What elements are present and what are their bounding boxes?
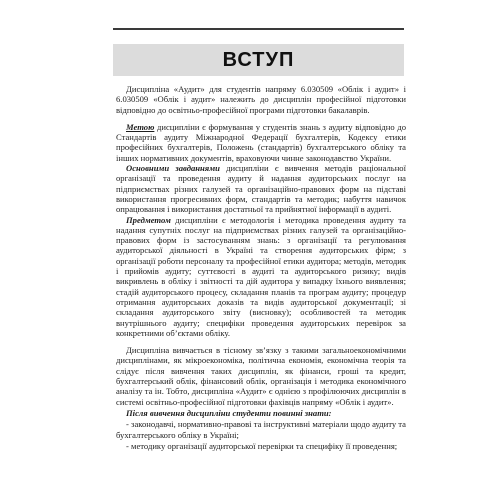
paragraph-relations	[116, 345, 406, 407]
paragraph-subject	[116, 215, 406, 339]
paragraph-lead: Предметом	[126, 214, 171, 225]
paragraph-goal	[116, 122, 406, 163]
top-rule	[113, 28, 404, 30]
list-lead-text: Після вивчення дисципліни студенти повинні знати:	[126, 407, 332, 418]
paragraph-text: дисципліни є формування у студентів знань з аудиту відповідно до Стандартів аудиту Міжнародної Федерації бухгалтерів, Кодексу етики професійних бухгалтерів, Положень (стандартів) бухгалтерського обліку та інших нормативних документів, враховуючи чинне законодавство України.	[116, 121, 406, 163]
paragraph-text: дисципліни є вивчення методів раціональної організації та проведення аудиту й надання аудиторських послуг на підприємствах різних галузей та організаційно-правових форм на підставі використання прогресивних форм, стандартів та методик; набуття навичок опрацювання і використання достатньої та прийнятної інформації в аудиті.	[116, 163, 406, 215]
paragraph-text: дисципліни є методологія і методика проведення аудиту та надання супутніх послуг на підприємствах різних галузей та організаційно-правових форм із застосуванням знань: з організації та регулювання аудиторської діяльності в Україні та створення аудиторських фірм; з організації роботи персоналу та професійної етики аудитора; методів, методик і прийомів аудиту; суттєвості в аудиті та аудиторського ризику; видів викривлень в обліку і звітності та дій аудитора у випадку їхнього виявлення; стадій аудиторського процесу, складання планів та програм аудиту; процедур отримання аудиторських доказів та видів аудиторської документації; зі складання аудиторського звіту (висновку); особливостей та методик внутрішнього аудиту; специфіки проведення аудиторських перевірок за конкретними об’єктами обліку.	[116, 214, 406, 338]
paragraph-lead: Метою	[126, 121, 155, 132]
document-body	[116, 84, 406, 451]
list-lead	[116, 408, 406, 418]
paragraph-text: Дисципліна «Аудит» для студентів напряму 6.030509 «Облік і аудит» і 6.030509 «Облік і аудит» належить до дисциплін професійної підготовки відповідно до освітньо-професійної програми підготовки бакалаврів.	[116, 84, 406, 115]
section-heading: ВСТУП	[113, 44, 404, 76]
paragraph-tasks	[116, 163, 406, 214]
paragraph-lead: Основними завданнями	[126, 163, 220, 174]
list-item: - методику організації аудиторської перевірки та специфіку її проведення;	[126, 440, 398, 451]
list-item: - законодавчі, нормативно-правові та інструктивні матеріали щодо аудиту та бухгалтерського обліку в Україні;	[116, 419, 406, 440]
paragraph-text: Дисципліна вивчається в тісному зв’язку з такими загальноекономічними дисциплінами, як мікроекономіка, політична економія, економічна теорія та слідує після вивчення таких дисциплін, як фінанси, гроші та кредит, бухгалтерський облік, фінансовий облік, організація і методика економічного аналізу та ін. Тобто, дисципліна «Аудит» є однією з профілюючих дисциплін в системі освітньо-професійної підготовки фахівців напряму «Облік і аудит».	[116, 345, 406, 407]
paragraph-intro	[116, 84, 406, 115]
